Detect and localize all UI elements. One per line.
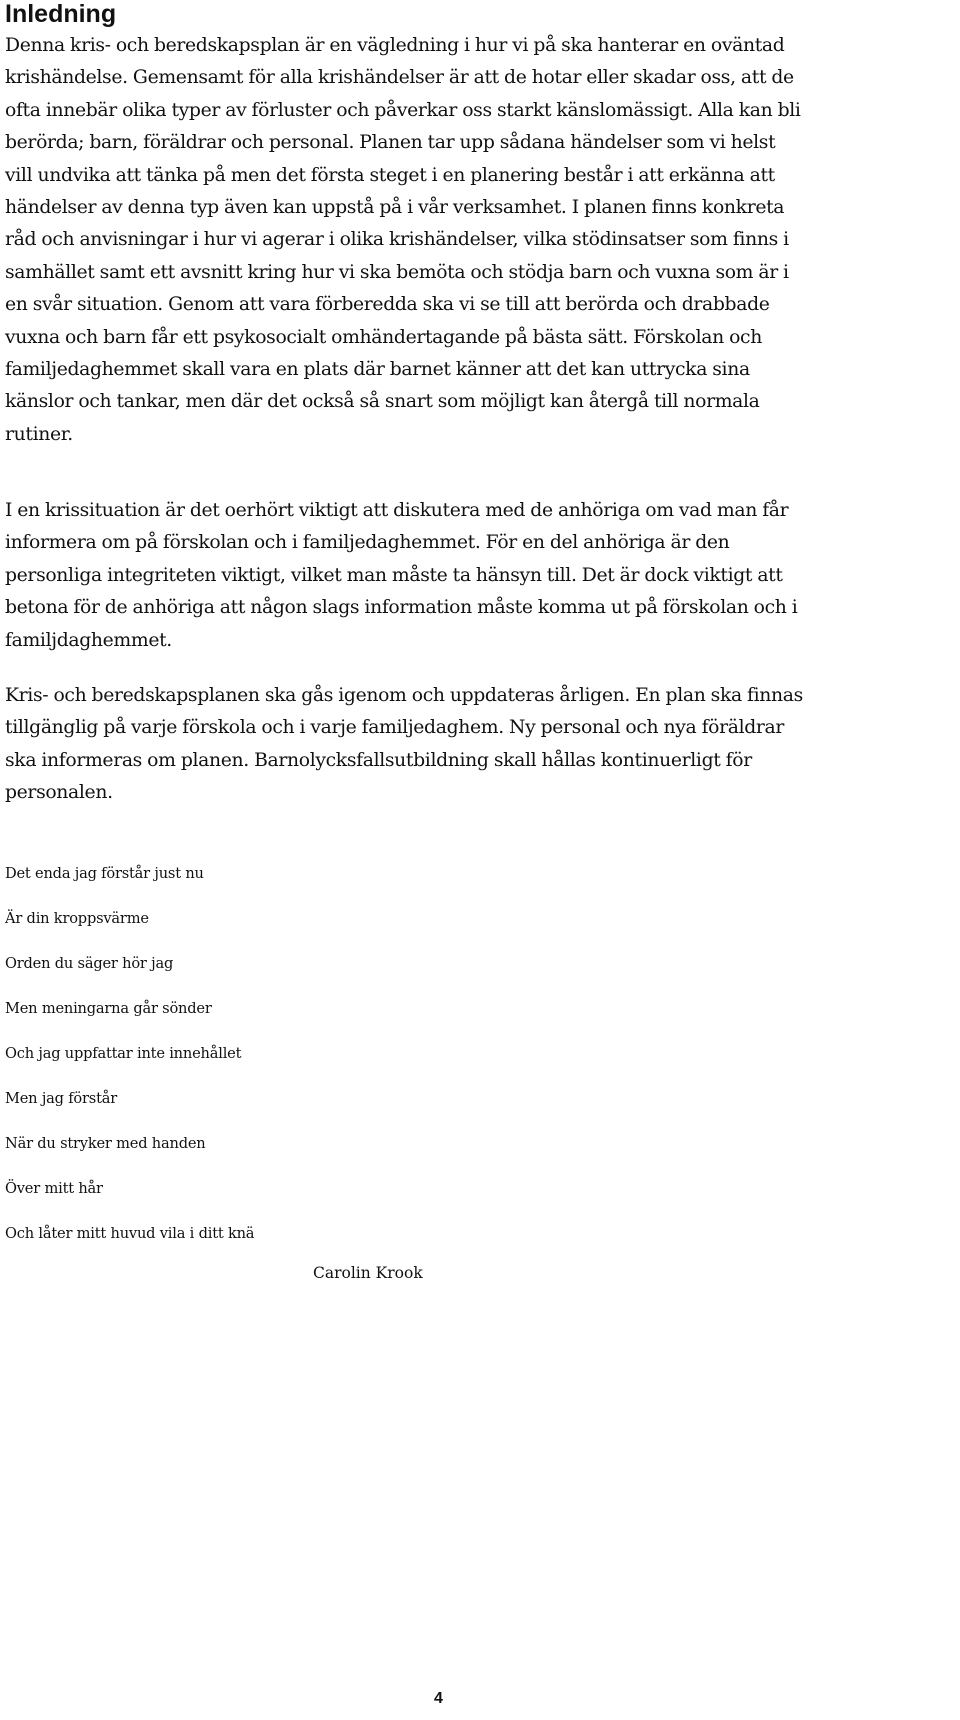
poem-line: När du stryker med handen (5, 1135, 206, 1152)
poem-line: Men jag förstår (5, 1090, 118, 1107)
paragraph-line: Denna kris- och beredskapsplan är en vägledning i hur vi på ska hanterar en oväntad (5, 35, 785, 56)
paragraph-line: känslor och tankar, men där det också så snart som möjligt kan återgå till normala (5, 391, 760, 413)
poem-line: Över mitt hår (5, 1180, 103, 1197)
paragraph-line: samhället samt ett avsnitt kring hur vi ska bemöta och stödja barn och vuxna som är i (5, 261, 789, 283)
paragraph-line: I en krissituation är det oerhört viktigt att diskutera med de anhöriga om vad man får (5, 500, 789, 521)
poem-line: Och låter mitt huvud vila i ditt knä (5, 1225, 255, 1242)
paragraph-update (5, 680, 960, 810)
paragraph-line: råd och anvisningar i hur vi agerar i olika krishändelser, vilka stödinsatser som finns i (5, 229, 789, 251)
paragraph-line: informera om på förskolan och i familjedaghemmet. För en del anhöriga är den (5, 532, 730, 554)
paragraph-line: rutiner. (5, 423, 73, 445)
poem-author: Carolin Krook (313, 1264, 423, 1282)
paragraph-line: familjedaghemmet skall vara en plats där barnet känner att det kan uttrycka sina (5, 359, 750, 381)
poem-line: Orden du säger hör jag (5, 955, 174, 972)
poem-line: Men meningarna går sönder (5, 1000, 212, 1017)
paragraph-line: krishändelse. Gemensamt för alla krishändelser är att de hotar eller skadar oss, att de (5, 67, 794, 89)
paragraph-line: tillgänglig på varje förskola och i varje familjedaghem. Ny personal och nya föräldrar (5, 717, 785, 739)
paragraph-line: vill undvika att tänka på men det första steget i en planering består i att erkänna att (5, 164, 775, 186)
paragraph-line: personliga integriteten viktigt, vilket man måste ta hänsyn till. Det är dock viktigt att (5, 564, 783, 586)
paragraph-intro (5, 30, 960, 451)
paragraph-information (5, 495, 960, 657)
paragraph-line: ofta innebär olika typer av förluster och påverkar oss starkt känslomässigt. Alla kan bli (5, 99, 801, 121)
poem-line: Är din kroppsvärme (5, 910, 149, 927)
paragraph-line: Kris- och beredskapsplanen ska gås igenom och uppdateras årligen. En plan ska finnas (5, 685, 803, 706)
paragraph-line: familjdaghemmet. (5, 629, 172, 651)
paragraph-line: berörda; barn, föräldrar och personal. Planen tar upp sådana händelser som vi helst (5, 132, 776, 154)
paragraph-line: händelser av denna typ även kan uppstå på i vår verksamhet. I planen finns konkreta (5, 197, 785, 219)
section-heading: Inledning (5, 0, 117, 28)
paragraph-line: betona för de anhöriga att någon slags information måste komma ut på förskolan och i (5, 597, 798, 619)
poem-line: Det enda jag förstår just nu (5, 865, 204, 882)
page-number: 4 (434, 1690, 443, 1707)
poem-line: Och jag uppfattar inte innehållet (5, 1045, 242, 1062)
paragraph-line: ska informeras om planen. Barnolycksfallsutbildning skall hållas kontinuerligt för (5, 749, 752, 771)
paragraph-line: en svår situation. Genom att vara förberedda ska vi se till att berörda och drabbade (5, 294, 770, 316)
paragraph-line: vuxna och barn får ett psykosocialt omhändertagande på bästa sätt. Förskolan och (5, 326, 762, 348)
paragraph-line: personalen. (5, 782, 113, 804)
